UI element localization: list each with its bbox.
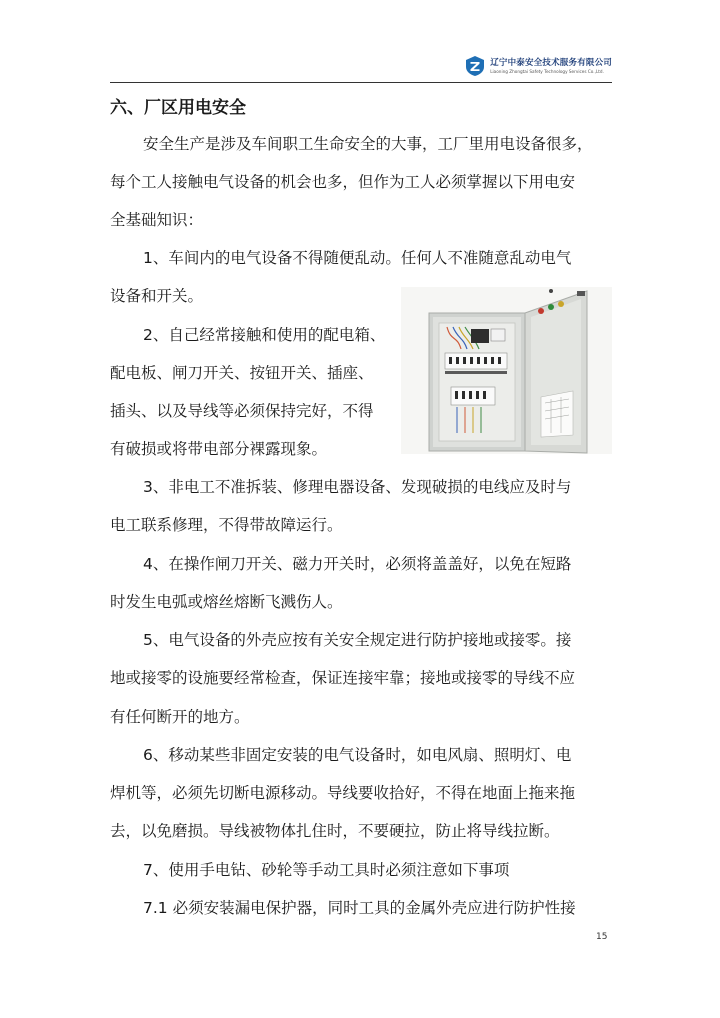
item-5-line-3: 有任何断开的地方。 — [110, 708, 250, 726]
item-5-line-1: 5、电气设备的外壳应按有关安全规定进行防护接地或接零。接 — [143, 631, 572, 649]
item-4-line-2: 时发生电弧或熔丝熔断飞溅伤人。 — [110, 593, 343, 611]
item-3-line-1: 3、非电工不准拆装、修理电器设备、发现破损的电线应及时与 — [143, 478, 572, 496]
page-number: 15 — [596, 932, 608, 942]
company-name-cn: 辽宁中泰安全技术服务有限公司 — [490, 57, 612, 68]
item-2-line-4: 有破损或将带电部分裸露现象。 — [110, 440, 328, 458]
item-6-line-1: 6、移动某些非固定安装的电气设备时，如电风扇、照明灯、电 — [143, 746, 572, 764]
item-7-line-1: 7、使用手电钻、砂轮等手动工具时必须注意如下事项 — [143, 861, 510, 879]
company-logo — [466, 52, 612, 80]
item-2-line-1: 2、自己经常接触和使用的配电箱、 — [143, 326, 386, 344]
intro-line-2: 每个工人接触电气设备的机会也多，但作为工人必须掌握以下用电安 — [110, 173, 576, 191]
item-2-line-2: 配电板、闸刀开关、按钮开关、插座、 — [110, 364, 374, 382]
item-7-1-line-1: 7.1 必须安装漏电保护器，同时工具的金属外壳应进行防护性接 — [143, 899, 576, 917]
company-name-en: Liaoning Zhongtai Safety Technology Services Co.,Ltd. — [490, 68, 604, 74]
item-5-line-2: 地或接零的设施要经常检查，保证连接牢靠；接地或接零的导线不应 — [110, 669, 576, 687]
section-title: 六、厂区用电安全 — [110, 98, 246, 118]
intro-line-1: 安全生产是涉及车间职工生命安全的大事，工厂里用电设备很多， — [143, 135, 593, 153]
shield-logo-icon — [466, 56, 484, 76]
distribution-box-photo — [401, 287, 612, 454]
header-divider — [110, 82, 612, 83]
item-4-line-1: 4、在操作闸刀开关、磁力开关时，必须将盖盖好，以免在短路 — [143, 555, 572, 573]
page-header — [110, 40, 612, 80]
item-3-line-2: 电工联系修理，不得带故障运行。 — [110, 516, 343, 534]
item-1-line-2: 设备和开关。 — [110, 287, 204, 305]
item-1-line-1: 1、车间内的电气设备不得随便乱动。任何人不准随意乱动电气 — [143, 249, 572, 267]
intro-line-3: 全基础知识： — [110, 211, 204, 229]
item-6-line-3: 去，以免磨损。导线被物体扎住时，不要硬拉，防止将导线拉断。 — [110, 822, 560, 840]
item-2-line-3: 插头、以及导线等必须保持完好，不得 — [110, 402, 374, 420]
item-6-line-2: 焊机等，必须先切断电源移动。导线要收拾好，不得在地面上拖来拖 — [110, 784, 576, 802]
